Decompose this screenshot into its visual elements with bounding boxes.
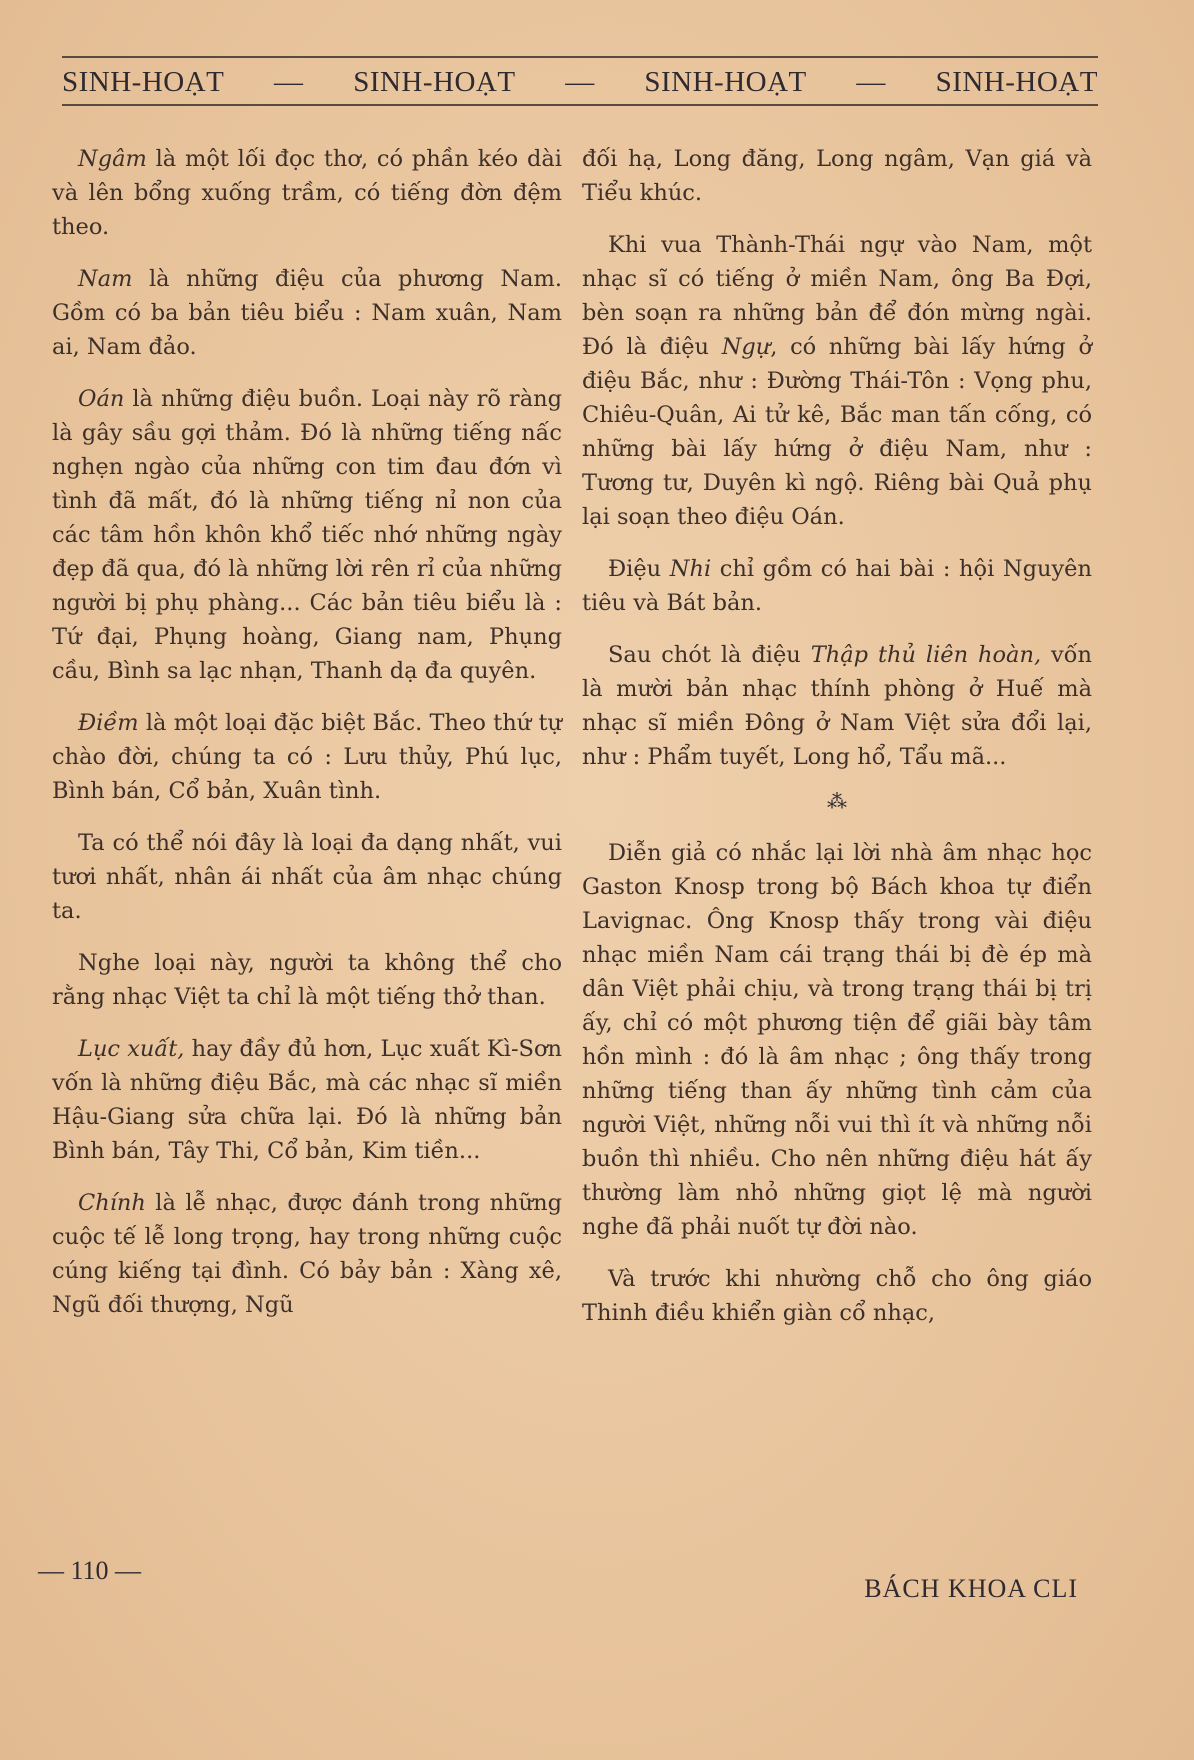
term: Ngự (721, 334, 771, 360)
publication-name: BÁCH KHOA CLI (864, 1574, 1078, 1603)
paragraph-text: là những điệu của phương Nam. Gồm có ba bản tiêu biểu : Nam xuân, Nam ai, Nam đảo. (52, 266, 562, 360)
paragraph-nhi (582, 552, 1092, 620)
header-dash: — (856, 65, 886, 98)
paragraph-khi-vua (582, 228, 1092, 534)
paragraph-text: Điệu (608, 556, 670, 582)
term: Nhi (669, 556, 712, 582)
header-item: SINH-HOẠT (62, 65, 225, 98)
term: Nam (78, 266, 133, 292)
paragraph-text: hay đầy đủ hơn, Lục xuất Kì-Sơn vốn là những điệu Bắc, mà các nhạc sĩ miền Hậu-Giang sửa chữa lại. Đó là những bản Bình bán, Tây Thi, Cổ bản, Kim tiền... (52, 1036, 562, 1164)
paragraph-luc-xuat (52, 1032, 562, 1168)
paragraph-text: chỉ gồm có hai bài : hội Nguyên tiêu và Bát bản. (582, 556, 1092, 616)
paragraph-text: Nghe loại này, người ta không thể cho rằng nhạc Việt ta chỉ là một tiếng thở than. (52, 950, 562, 1010)
paragraph-text: Khi vua Thành-Thái ngự vào Nam, một nhạc sĩ có tiếng ở miền Nam, ông Ba Đợi, bèn soạn ra những bản để đón mừng ngài. Đó là điệu (582, 232, 1092, 360)
paragraph-diem (52, 706, 562, 808)
left-column (52, 142, 562, 1340)
header-rule-bottom (62, 104, 1098, 106)
running-header (62, 62, 1098, 102)
section-separator: ⁂ (827, 789, 847, 813)
term: Oán (78, 386, 125, 412)
paragraph-text: là một lối đọc thơ, có phần kéo dài và lên bổng xuống trầm, có tiếng đờn đệm theo. (52, 146, 562, 240)
term: Lục xuất, (78, 1036, 185, 1062)
paragraph-nghe (52, 946, 562, 1014)
paragraph-text: là lễ nhạc, được đánh trong những cuộc tế lễ long trọng, hay trong những cuộc cúng kiếng tại đình. Có bảy bản : Xàng xê, Ngũ đối thượng, Ngũ (52, 1190, 562, 1318)
header-dash: — (274, 65, 304, 98)
header-dash: — (565, 65, 595, 98)
term: Thập thủ liên hoàn, (810, 642, 1042, 668)
paragraph-knosp: Diễn giả có nhắc lại lời nhà âm nhạc học Gaston Knosp trong bộ Bách khoa tự điển Lavignac. Ông Knosp thấy trong vài điệu nhạc miền Nam cái trạng thái bị đè ép mà dân Việt phải chịu, và trong trạng thái bị trị ấy, chỉ có một phương tiện để giãi bày tâm hồn mình : đó là âm nhạc ; ông thấy trong những tiếng than ấy những tình cảm của người Việt, những nỗi vui thì ít và những nỗi buồn thì nhiều. Cho nên những điệu hát ấy thường làm nhỏ những giọt lệ mà người nghe đã phải nuốt tự đời nào. (582, 840, 1092, 1240)
paragraph-da-dang (52, 826, 562, 928)
paragraph-nam (52, 262, 562, 364)
paragraph-text: Sau chót là điệu (608, 642, 811, 668)
term: Chính (78, 1190, 146, 1216)
paragraph-continuation: đối hạ, Long đăng, Long ngâm, Vạn giá và Tiểu khúc. (582, 146, 1092, 206)
paragraph-thap-thu (582, 638, 1092, 774)
header-item: SINH-HOẠT (353, 65, 516, 98)
header-item: SINH-HOẠT (644, 65, 807, 98)
paragraph-text: là những điệu buồn. Loại này rõ ràng là gây sầu gợi thảm. Đó là những tiếng nấc nghẹn ngào của những con tim đau đớn vì tình đã mất, đó là những tiếng nỉ non của các tâm hồn khôn khổ tiếc nhớ những ngày đẹp đã qua, đó là những lời rên rỉ của những người bị phụ phàng... Các bản tiêu biểu là : Tứ đại, Phụng hoàng, Giang nam, Phụng cầu, Bình sa lạc nhạn, Thanh dạ đa quyên. (52, 386, 562, 684)
page-number: — 110 — (38, 1556, 142, 1585)
header-rule-top (62, 56, 1098, 58)
term: Điềm (78, 710, 139, 736)
term: Ngâm (78, 146, 147, 172)
paragraph-ngam (52, 142, 562, 244)
paragraph-closing: Và trước khi nhường chỗ cho ông giáo Thinh điều khiển giàn cổ nhạc, (582, 1266, 1092, 1326)
paragraph-oan (52, 382, 562, 688)
right-column (582, 142, 1092, 1348)
paragraph-text: là một loại đặc biệt Bắc. Theo thứ tự chào đời, chúng ta có : Lưu thủy, Phú lục, Bình bán, Cổ bản, Xuân tình. (52, 710, 562, 804)
header-item: SINH-HOẠT (935, 65, 1098, 98)
paragraph-text: Ta có thể nói đây là loại đa dạng nhất, vui tươi nhất, nhân ái nhất của âm nhạc chúng ta. (52, 830, 562, 924)
paragraph-text: vốn là mười bản nhạc thính phòng ở Huế mà nhạc sĩ miền Đông ở Nam Việt sửa đổi lại, như : Phẩm tuyết, Long hổ, Tẩu mã... (582, 642, 1092, 770)
paragraph-chinh (52, 1186, 562, 1322)
paragraph-text: , có những bài lấy hứng ở điệu Bắc, như : Đường Thái-Tôn : Vọng phu, Chiêu-Quân, Ai tử kê, Bắc man tấn cống, có những bài lấy hứng ở điệu Nam, như : Tương tư, Duyên kì ngộ. Riêng bài Quả phụ lại soạn theo điệu Oán. (582, 334, 1092, 530)
